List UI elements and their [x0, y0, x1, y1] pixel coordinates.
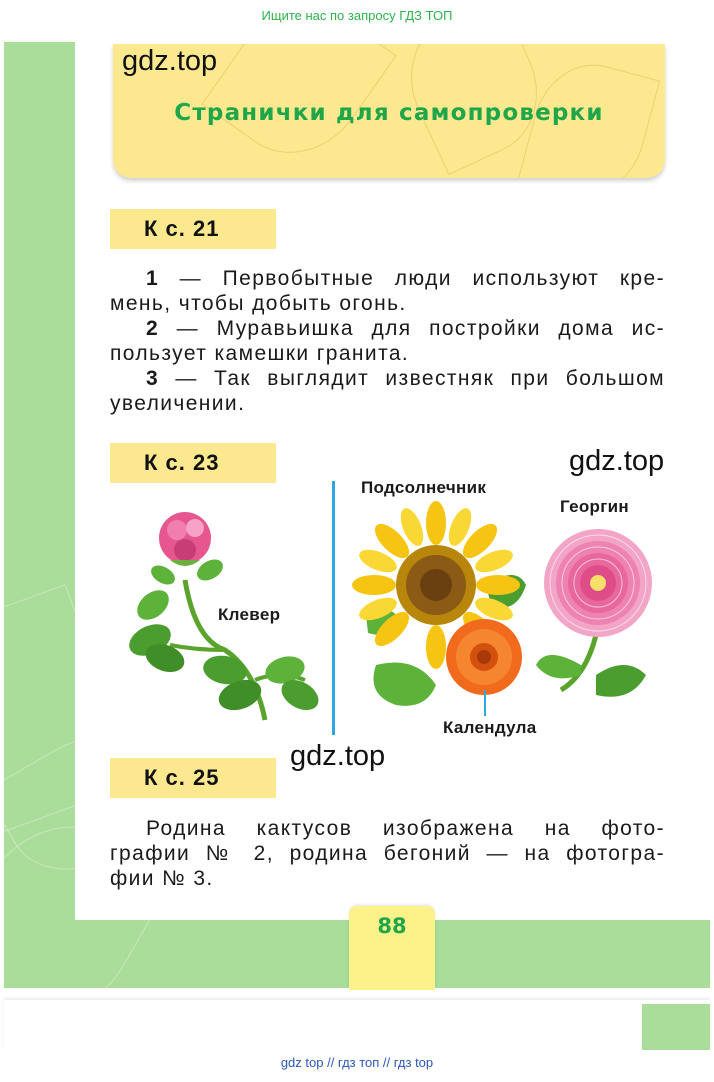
- flower-label-sunflower: Подсолнечник: [361, 478, 487, 497]
- sunflower-calendula-illustration: [356, 505, 536, 715]
- answer-line: [110, 266, 665, 291]
- answer-paragraph: [110, 816, 665, 891]
- section-ref-label: К с. 25: [144, 765, 220, 790]
- vertical-divider: [332, 481, 335, 735]
- page-number: 88: [377, 914, 407, 938]
- watermark: gdz.top: [569, 445, 665, 477]
- next-page-strip: [4, 1000, 710, 1050]
- answer-line: фии № 3.: [110, 867, 214, 890]
- answer-text: — Так выглядит известняк при большом: [175, 367, 665, 390]
- section-ref-label: К с. 21: [144, 216, 220, 241]
- answer-text: — Первобытные люди используют кре-: [179, 267, 665, 290]
- watermark: gdz.top: [122, 45, 218, 77]
- answer-line: графии № 2, родина бегоний — на фотогра-: [110, 842, 665, 865]
- answer-number: 2: [146, 317, 160, 340]
- section-ref-tag: [110, 758, 276, 798]
- answer-line: [110, 366, 665, 391]
- section-ref-tag: [110, 209, 276, 249]
- answer-line: пользует камешки гранита.: [110, 342, 410, 365]
- top-banner: [0, 0, 714, 34]
- dahlia-illustration: [536, 525, 666, 715]
- answer-line: [110, 316, 665, 341]
- watermark: gdz.top: [290, 740, 386, 772]
- answer-text: — Муравьишка для постройки дома ис-: [176, 317, 665, 340]
- banner-text: Ищите нас по запросу ГДЗ ТОП: [261, 8, 453, 23]
- page-number-tab: [349, 906, 435, 990]
- answer-number: 1: [146, 267, 160, 290]
- answer-line: мень, чтобы добыть огонь.: [110, 292, 407, 315]
- answer-line: увеличении.: [110, 392, 246, 415]
- footer-links: gdz top // гдз топ // гдз top: [280, 1055, 434, 1070]
- flower-label-clover: Клевер: [218, 605, 281, 624]
- calendula-pointer-line: [484, 690, 486, 716]
- section-ref-label: К с. 23: [144, 450, 220, 475]
- answer-paragraph: [110, 266, 665, 416]
- flower-label-dahlia: Георгин: [560, 497, 629, 516]
- clover-illustration: [115, 500, 315, 740]
- answer-line: Родина кактусов изображена на фото-: [146, 817, 665, 840]
- next-page-green-edge: [642, 1004, 710, 1050]
- section-ref-tag: [110, 443, 276, 483]
- answer-number: 3: [146, 367, 160, 390]
- page-title: [113, 100, 665, 126]
- page-title-text: Странички для самопроверки: [174, 100, 604, 126]
- flower-label-calendula: Календула: [443, 718, 537, 737]
